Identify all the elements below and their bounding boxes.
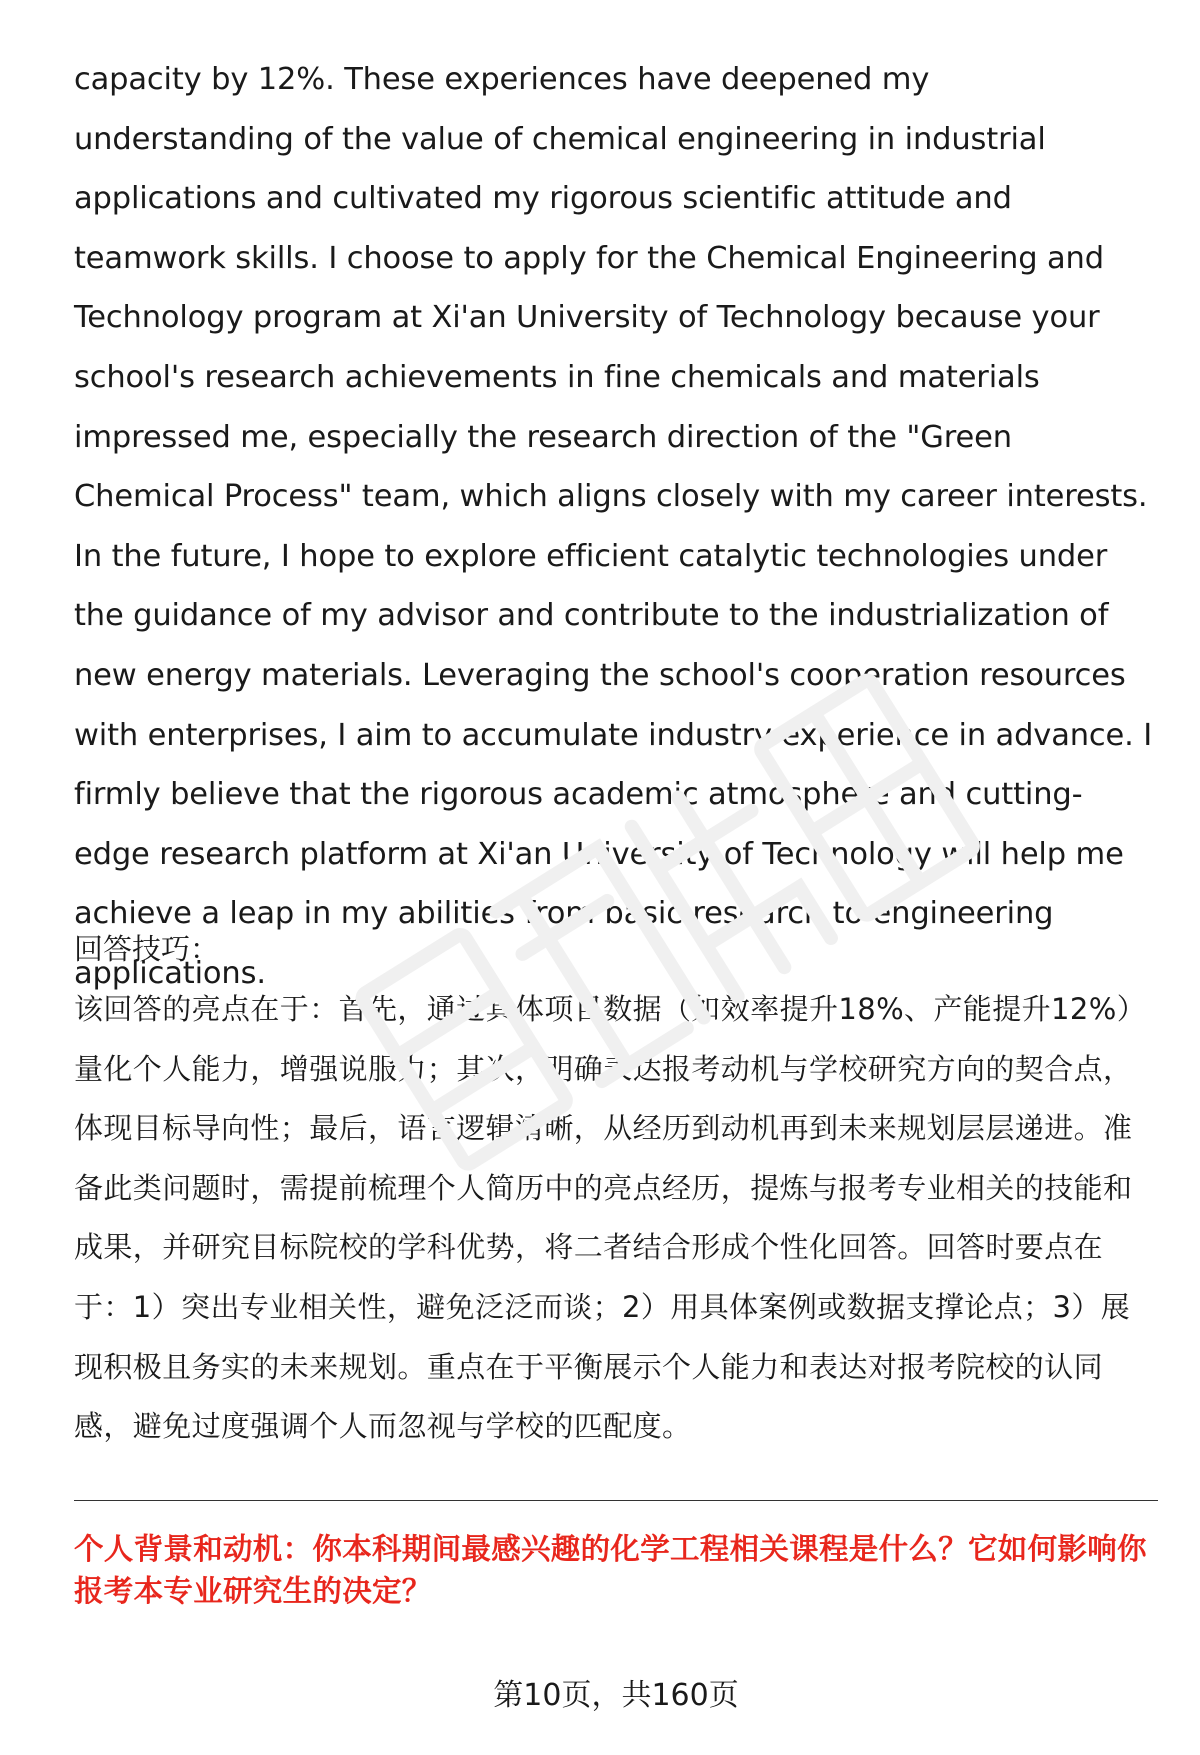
- document-page: [74, 0, 1158, 1755]
- section-divider: [74, 1500, 1158, 1501]
- answer-paragraph-english: capacity by 12%. These experiences have deepened my understanding of the value of chemical engineering in industrial applications and cultivated my rigorous scientific attitude and teamwork skills. I choose to apply for the Chemical Engineering and Technology program at Xi'an University of Technology because your school's research achievements in fine chemicals and materials impressed me, especially the research direction of the "Green Chemical Process" team, which aligns closely with my career interests. In the future, I hope to explore efficient catalytic technologies under the guidance of my advisor and contribute to the industrialization of new energy materials. Leveraging the school's cooperation resources with enterprises, I aim to accumulate industry experience in advance. I firmly believe that the rigorous academic atmosphere and cutting-edge research platform at Xi'an University of Technology will help me achieve a leap in my abilities from basic research to engineering applications.: [74, 62, 1153, 991]
- next-question-heading: 个人背景和动机：你本科期间最感兴趣的化学工程相关课程是什么？它如何影响你报考本专业研究生的决定？: [74, 1532, 1147, 1608]
- tips-heading: 回答技巧：: [74, 932, 220, 966]
- tips-paragraph: 该回答的亮点在于：首先，通过具体项目数据（如效率提升18%、产能提升12%）量化个人能力，增强说服力；其次，明确表达报考动机与学校研究方向的契合点，体现目标导向性；最后，语言逻辑清晰，从经历到动机再到未来规划层层递进。准备此类问题时，需提前梳理个人简历中的亮点经历，提炼与报考专业相关的技能和成果，并研究目标院校的学科优势，将二者结合形成个性化回答。回答时要点在于：1）突出专业相关性，避免泛泛而谈；2）用具体案例或数据支撑论点；3）展现积极且务实的未来规划。重点在于平衡展示个人能力和表达对报考院校的认同感，避免过度强调个人而忽视与学校的匹配度。: [74, 992, 1147, 1444]
- page-footer: 第10页，共160页: [493, 1678, 739, 1713]
